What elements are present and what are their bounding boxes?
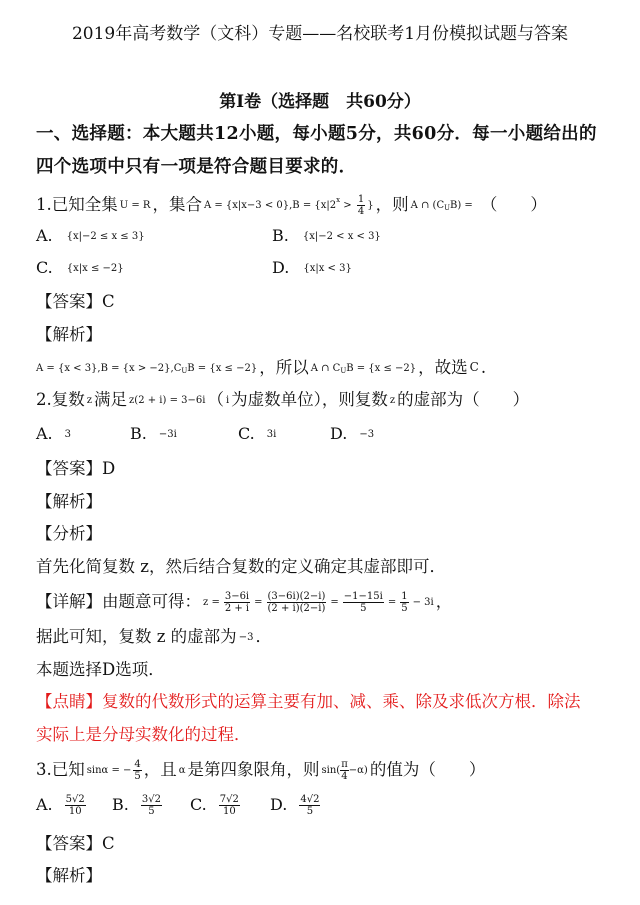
q2-fenxi-text: 首先化简复数 z，然后结合复数的定义确定其虚部即可． [36,557,446,576]
q3-option-d[interactable]: D. $\frac{4√2}{5}$ [270,794,320,817]
fraction-one-quarter: $\frac{1}{4}$ [357,194,365,217]
q1-answer: 【答案】C [36,292,115,311]
q3-analysis-label: 【解析】 [36,866,102,885]
q2-option-a[interactable]: A. 3 [36,424,72,443]
q1-option-b[interactable]: B. {x|−2 < x < 3} [272,226,381,245]
section-instructions-2: 四个选项中只有一项是符合题目要求的． [36,157,357,177]
q1-option-a[interactable]: A. {x|−2 ≤ x ≤ 3} [36,226,145,245]
question-3: 3.已知 sinα = − $\frac{4}{5}$ ，且 α 是第四象限角，则 sin( $\frac{\pi}{4}$ −α) 的值为（ ） [36,759,486,782]
q3-option-a[interactable]: A. $\frac{5√2}{10}$ [36,794,85,817]
q2-fenxi-label: 【分析】 [36,524,102,543]
q2-tip-line-1: 【点睛】复数的代数形式的运算主要有加、减、乘、除及求低次方根．除法 [36,692,581,711]
q2-conclusion: 据此可知，复数 z 的虚部为 −3 ． [36,627,272,646]
q2-analysis-label: 【解析】 [36,492,102,511]
fraction: $\frac{3-6i}{2 + i}$ [224,591,250,614]
q3-answer: 【答案】C [36,834,115,853]
q2-option-d[interactable]: D. −3 [330,424,375,443]
q1-analysis-label: 【解析】 [36,325,102,344]
fraction: $\frac{1}{5}$ [401,591,408,614]
q2-option-c[interactable]: C. 3i [238,424,277,443]
question-1: 1.已知全集 U = R ，集合 $A = \{x|x-3 < 0\},B = \{x|2^x$ > $\frac{1}{4}$ } ，则 A ∩ $(C_UB)$ = （ ） [36,194,547,217]
q2-tip-line-2: 实际上是分母实数化的过程． [36,725,251,744]
q1-option-c[interactable]: C. {x|x ≤ −2} [36,258,124,277]
q3-option-c[interactable]: C. $\frac{7√2}{10}$ [190,794,239,817]
q1-option-d[interactable]: D. {x|x < 3} [272,258,352,277]
q1-solution: $A = \{x < 3\},B = \{x > -2\},C_UB = \{x \le -2\}$ ，所以 A ∩ $C_UB = \{x \le -2\}$ ，故选 C . [36,358,487,377]
section-instructions-1: 一、选择题：本大题共12小题，每小题5分，共60分．每一小题给出的 [36,124,597,144]
fraction: $\frac{-1-15i}{5}$ [343,591,383,614]
fraction: $\frac{(3-6i)(2-i)}{(2 + i)(2-i)}$ [267,591,326,614]
volume-heading: 第Ⅰ卷（选择题 共60分） [219,92,421,112]
q3-option-b[interactable]: B. $\frac{3√2}{5}$ [112,794,161,817]
question-2: 2.复数 z 满足 z(2 + i) = 3−6i （ i 为虚数单位），则复数 z 的虚部为（ ） [36,390,530,409]
q2-option-b[interactable]: B. −3i [130,424,177,443]
document-title: 2019年高考数学（文科）专题——名校联考1月份模拟试题与答案 [71,24,569,44]
q2-choice: 本题选择D选项． [36,660,165,679]
q2-detail: 【详解】由题意可得： z = $\frac{3-6i}{2 + i}$ = $\frac{(3-6i)(2-i)}{(2 + i)(2-i)}$ = $\frac{-1-15i}{5}$ = $\frac{1}{5}$ − 3i ， [36,591,453,614]
q2-answer: 【答案】D [36,459,116,478]
